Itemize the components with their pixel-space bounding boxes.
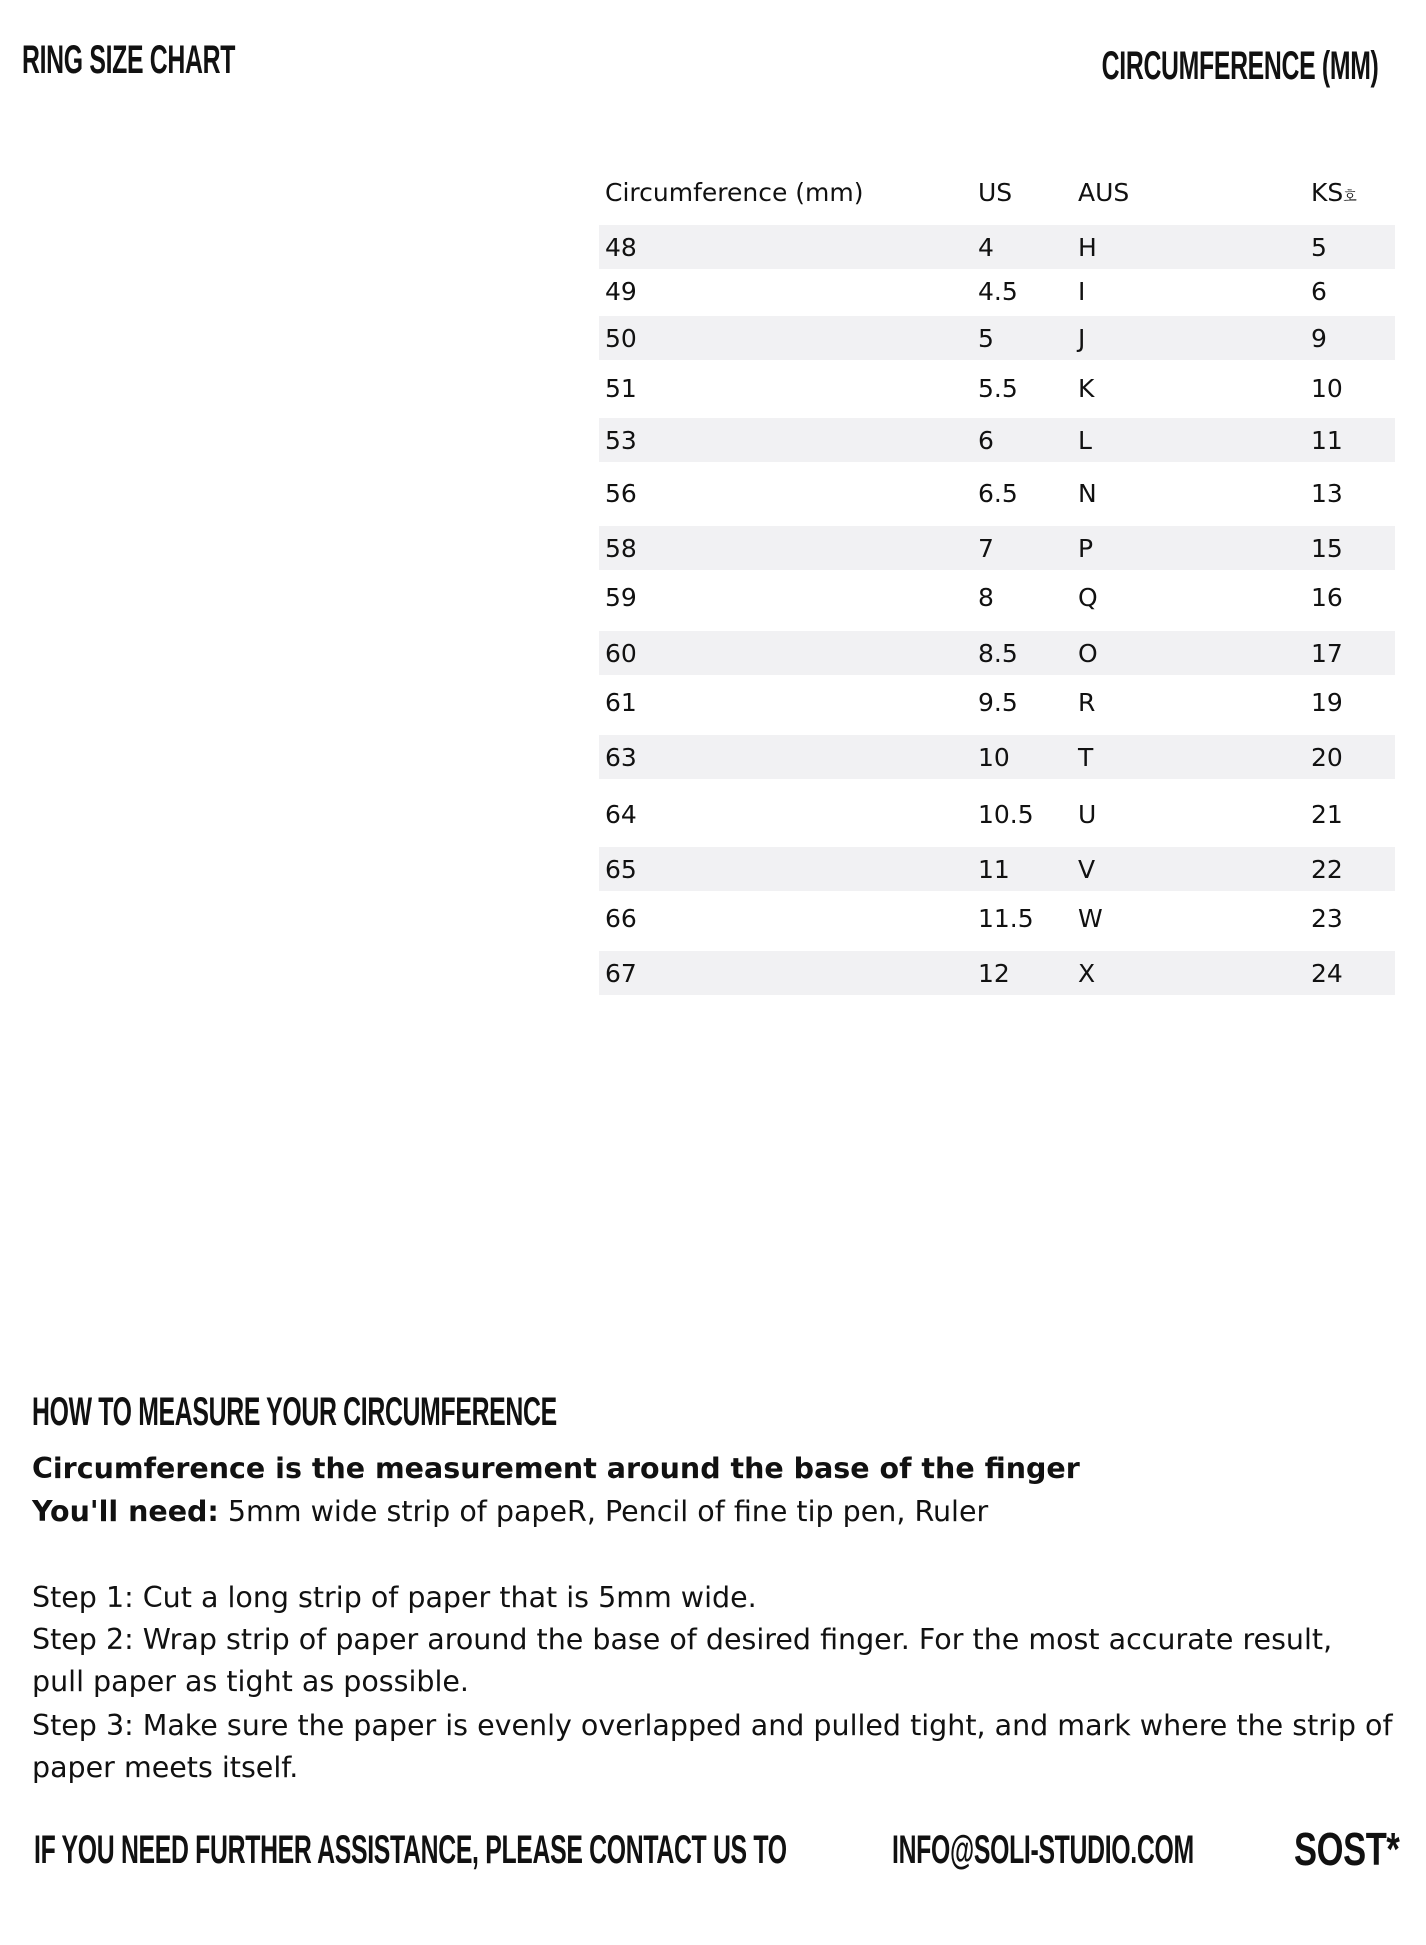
table-cell: 17: [1311, 639, 1343, 668]
table-row: [599, 316, 1395, 360]
header-ks: KS호: [1311, 178, 1357, 207]
table-cell: 19: [1311, 688, 1343, 717]
table-cell: K: [1078, 374, 1095, 403]
table-cell: L: [1078, 426, 1092, 455]
table-cell: 15: [1311, 534, 1343, 563]
table-row: [599, 792, 1395, 836]
table-cell: X: [1078, 959, 1096, 988]
table-cell: 10: [1311, 374, 1343, 403]
table-cell: 8: [978, 583, 994, 612]
table-cell: H: [1078, 233, 1097, 262]
table-cell: 6: [978, 426, 994, 455]
table-cell: N: [1078, 479, 1097, 508]
table-cell: J: [1078, 324, 1086, 353]
contact-email[interactable]: INFO@SOLI-STUDIO.COM: [892, 1828, 1194, 1872]
table-cell: 58: [605, 534, 637, 563]
table-cell: 49: [605, 277, 637, 306]
table-cell: 61: [605, 688, 637, 717]
table-cell: 60: [605, 639, 637, 668]
step-line: pull paper as tight as possible.: [32, 1665, 469, 1698]
table-cell: 16: [1311, 583, 1343, 612]
table-cell: 23: [1311, 904, 1343, 933]
table-row: [599, 896, 1395, 940]
header-aus: AUS: [1078, 178, 1130, 207]
table-cell: 10.5: [978, 800, 1034, 829]
table-cell: 64: [605, 800, 637, 829]
table-cell: 53: [605, 426, 637, 455]
table-cell: O: [1078, 639, 1098, 668]
table-cell: T: [1078, 743, 1094, 772]
step-line: Step 3: Make sure the paper is evenly overlapped and pulled tight, and mark where the strip of: [32, 1709, 1393, 1742]
table-cell: 66: [605, 904, 637, 933]
table-cell: 11.5: [978, 904, 1034, 933]
table-cell: 50: [605, 324, 637, 353]
step-line: Step 2: Wrap strip of paper around the base of desired finger. For the most accurate result,: [32, 1623, 1333, 1656]
table-cell: I: [1078, 277, 1086, 306]
table-cell: 63: [605, 743, 637, 772]
table-row: [599, 575, 1395, 619]
table-cell: 20: [1311, 743, 1343, 772]
table-row: [599, 951, 1395, 995]
table-cell: 4: [978, 233, 994, 262]
table-cell: 5: [978, 324, 994, 353]
table-cell: U: [1078, 800, 1097, 829]
page-title: RING SIZE CHART: [22, 38, 236, 82]
table-cell: 24: [1311, 959, 1343, 988]
header-us: US: [978, 178, 1013, 207]
table-cell: 4.5: [978, 277, 1018, 306]
table-cell: 65: [605, 855, 637, 884]
table-cell: 48: [605, 233, 637, 262]
table-cell: 13: [1311, 479, 1343, 508]
table-cell: 21: [1311, 800, 1343, 829]
table-cell: R: [1078, 688, 1096, 717]
step-line: paper meets itself.: [32, 1751, 299, 1784]
table-row: [599, 225, 1395, 269]
table-row: [599, 471, 1395, 515]
table-cell: 5.5: [978, 374, 1018, 403]
table-cell: 56: [605, 479, 637, 508]
needs-text: You'll need: 5mm wide strip of papeR, Pencil of fine tip pen, Ruler: [32, 1495, 989, 1528]
table-cell: 51: [605, 374, 637, 403]
table-row: [599, 631, 1395, 675]
table-cell: 59: [605, 583, 637, 612]
contact-text: IF YOU NEED FURTHER ASSISTANCE, PLEASE CONTACT US TO: [34, 1828, 787, 1872]
table-cell: 12: [978, 959, 1010, 988]
brand-logo: SOST*: [1294, 1823, 1400, 1875]
table-row: [599, 418, 1395, 462]
table-cell: 10: [978, 743, 1010, 772]
table-row: [599, 526, 1395, 570]
table-cell: 6: [1311, 277, 1327, 306]
table-cell: 11: [1311, 426, 1343, 455]
definition-text: Circumference is the measurement around the base of the finger: [32, 1452, 1080, 1485]
table-row: [599, 847, 1395, 891]
howto-heading: HOW TO MEASURE YOUR CIRCUMFERENCE: [32, 1390, 557, 1434]
table-cell: 9.5: [978, 688, 1018, 717]
table-cell: 7: [978, 534, 994, 563]
table-cell: V: [1078, 855, 1096, 884]
table-cell: W: [1078, 904, 1103, 933]
table-cell: 22: [1311, 855, 1343, 884]
table-cell: 67: [605, 959, 637, 988]
table-cell: Q: [1078, 583, 1098, 612]
table-row: [599, 366, 1395, 410]
header-circumference: Circumference (mm): [605, 178, 864, 207]
table-cell: 8.5: [978, 639, 1018, 668]
table-cell: 6.5: [978, 479, 1018, 508]
table-row: [599, 680, 1395, 724]
table-row: [599, 269, 1395, 313]
unit-label: CIRCUMFERENCE (MM): [1102, 44, 1379, 88]
table-cell: 5: [1311, 233, 1327, 262]
table-cell: 11: [978, 855, 1010, 884]
table-row: [599, 735, 1395, 779]
table-cell: 9: [1311, 324, 1327, 353]
step-line: Step 1: Cut a long strip of paper that is 5mm wide.: [32, 1581, 757, 1614]
table-cell: P: [1078, 534, 1094, 563]
